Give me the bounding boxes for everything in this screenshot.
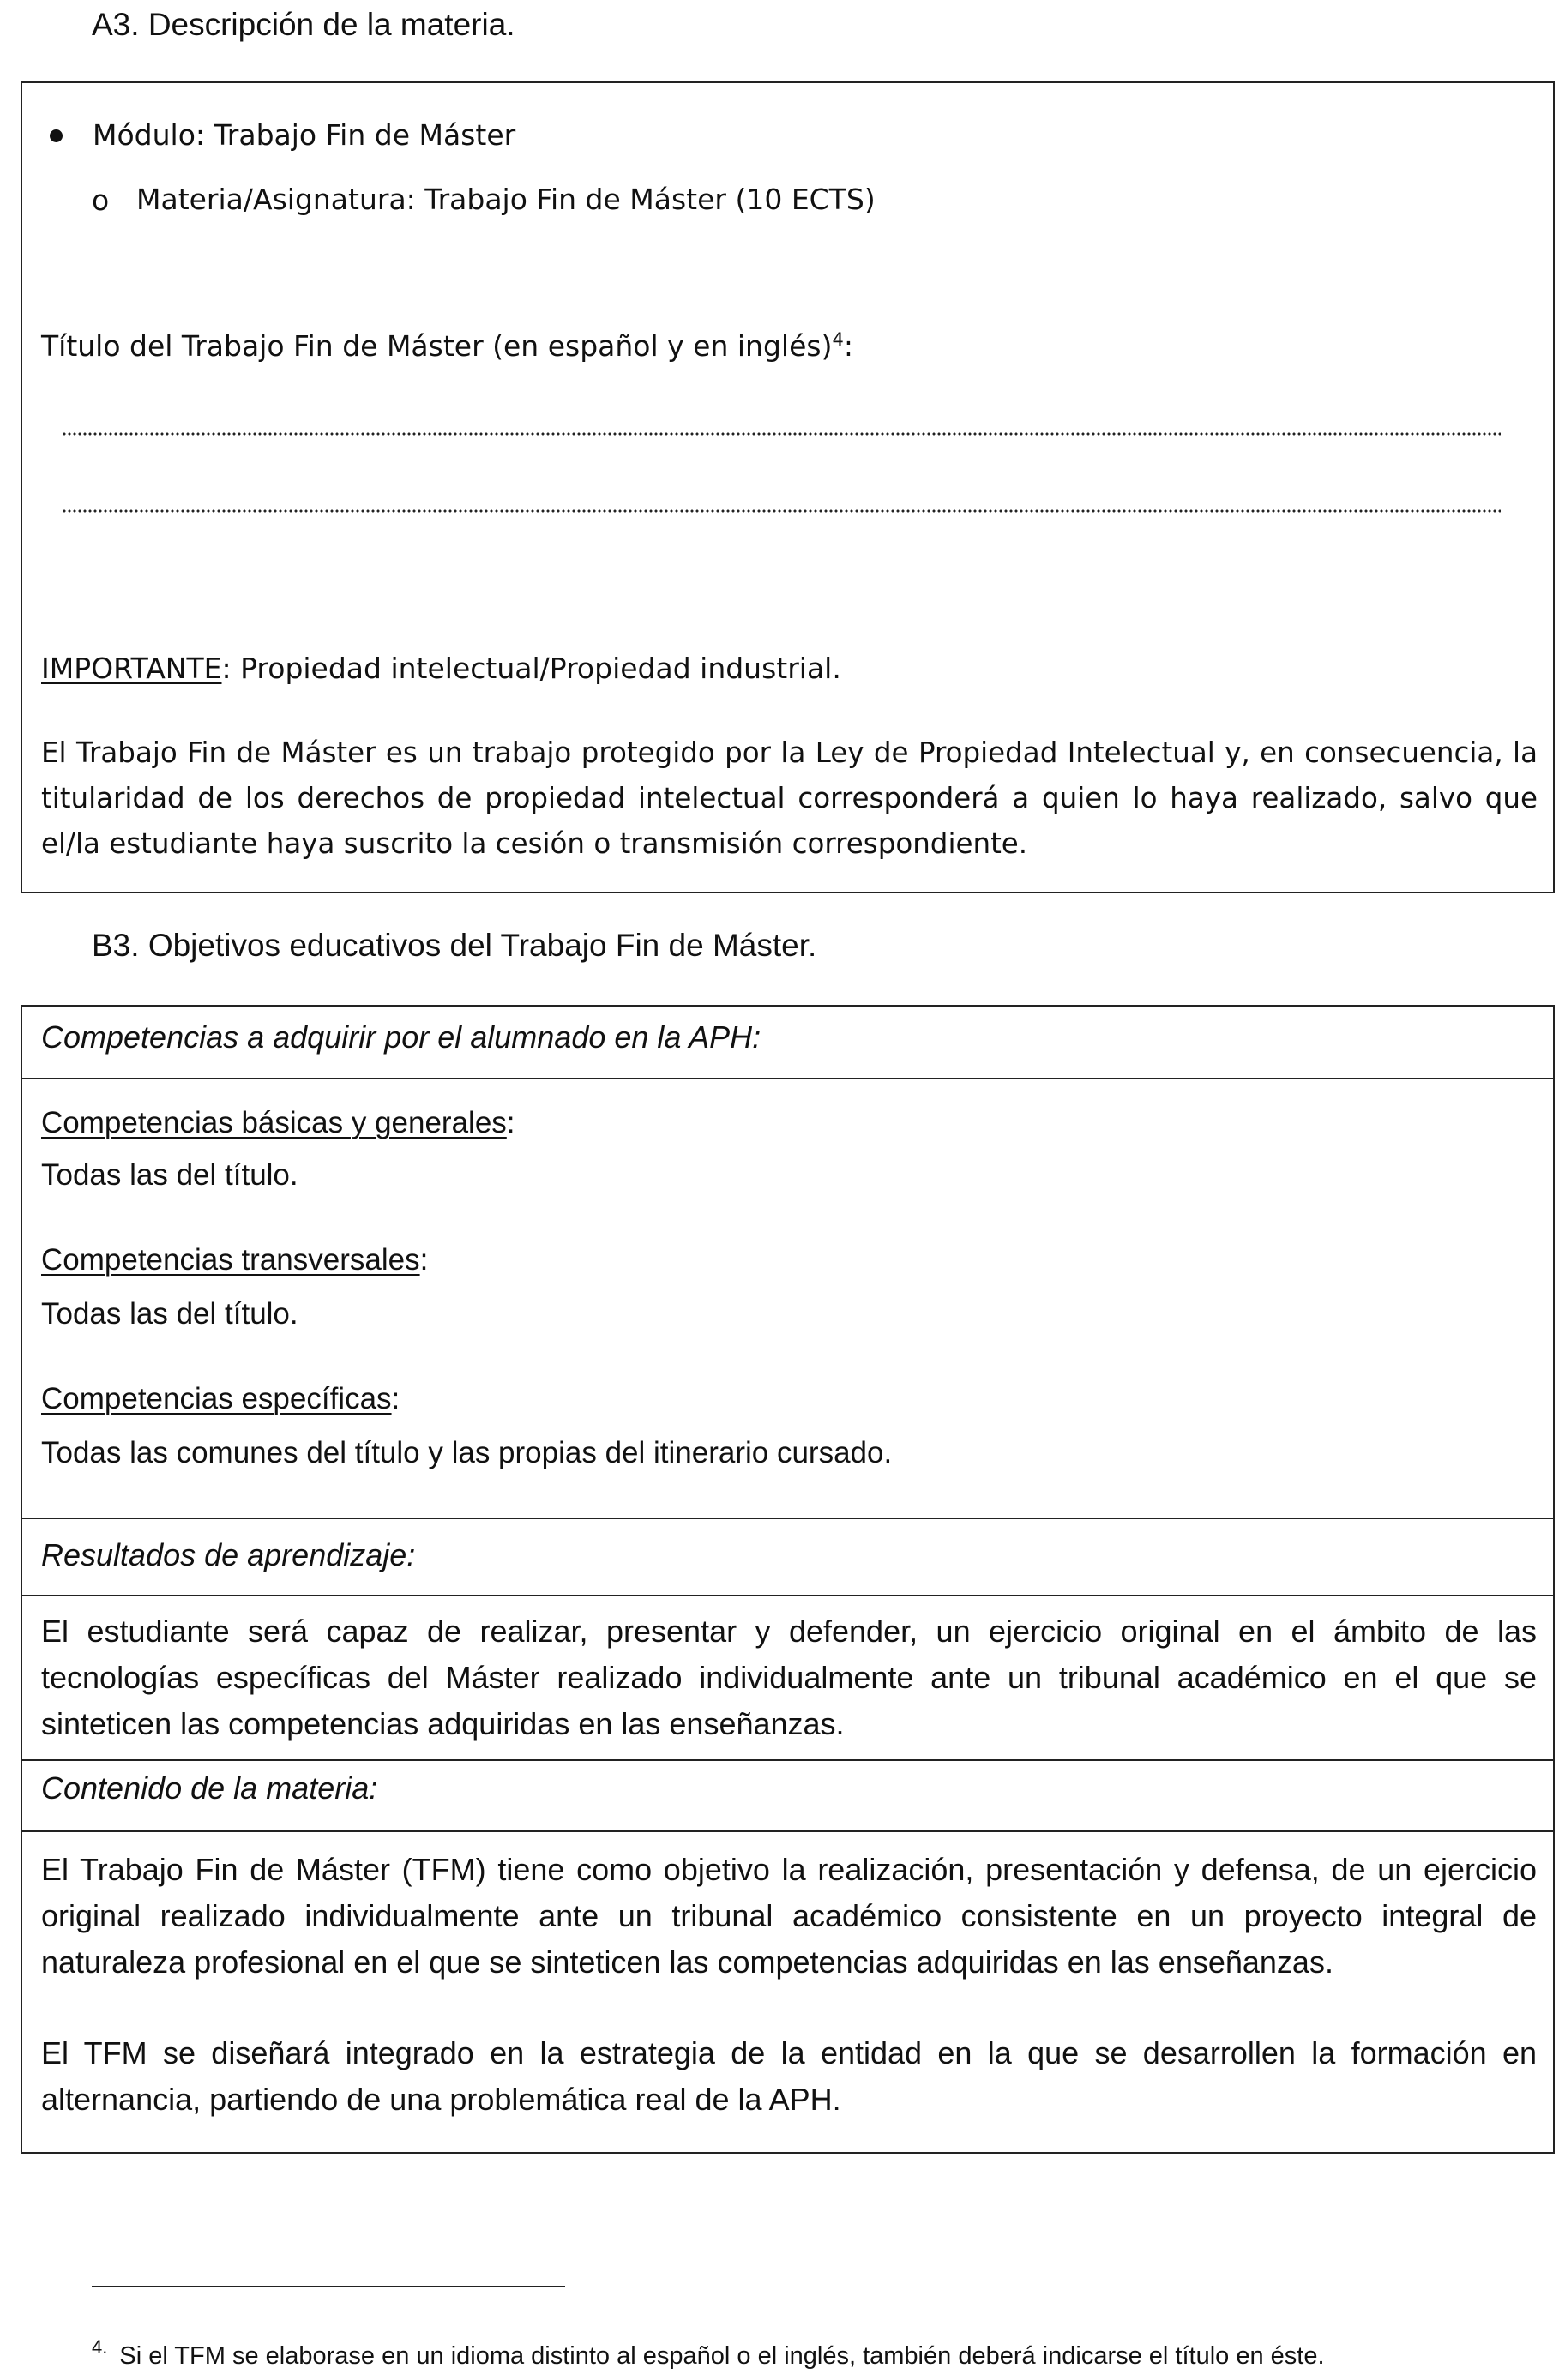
footnote-separator xyxy=(92,2286,565,2287)
subject-description-box xyxy=(21,81,1555,893)
title-blank-line-2 xyxy=(62,509,1501,513)
footnote xyxy=(92,2330,1325,2373)
basicas-value: Todas las del título. xyxy=(41,1158,298,1192)
resultados-header: Resultados de aprendizaje: xyxy=(41,1537,416,1572)
title-blank-line-1 xyxy=(62,432,1501,436)
important-notice: IMPORTANTE: Propiedad intelectual/Propiedad industrial. xyxy=(41,652,841,685)
transversales-label-line: Competencias transversales: xyxy=(41,1243,429,1277)
row-divider xyxy=(22,1759,1553,1761)
row-divider xyxy=(22,1078,1553,1079)
especificas-label-line: Competencias específicas: xyxy=(41,1382,400,1415)
footnote-text: Si el TFM se elaborase en un idioma distinto al español o el inglés, también deberá indicarse el título en éste. xyxy=(119,2342,1325,2370)
competencias-header: Competencias a adquirir por el alumnado en la APH: xyxy=(41,1019,761,1055)
bullet-circle-icon: o xyxy=(92,183,110,217)
important-label: IMPORTANTE xyxy=(41,652,222,685)
resultados-text: El estudiante será capaz de realizar, presentar y defender, un ejercicio original en el ámbito de las tecnologías específicas del Máster realizado individualmente ante un tribunal académico en el que se sinteticen las competencias adquiridas en las enseñanzas. xyxy=(41,1614,1537,1741)
row-divider xyxy=(22,1518,1553,1519)
subject-label: Materia/Asignatura: Trabajo Fin de Máster (10 ECTS) xyxy=(136,183,876,216)
row-divider xyxy=(22,1595,1553,1596)
section-heading-b3: B3. Objetivos educativos del Trabajo Fin de Máster. xyxy=(92,928,817,963)
contenido-paragraph-1: El Trabajo Fin de Máster (TFM) tiene como objetivo la realización, presentación y defensa, de un ejercicio original realizado individualmente ante un tribunal académico consistente en un proyecto integral de naturaleza profesional en el que se sinteticen las competencias adquiridas en las enseñanzas. xyxy=(41,1852,1537,1980)
module-label: Módulo: Trabajo Fin de Máster xyxy=(93,118,516,152)
contenido-paragraph-2: El TFM se diseñará integrado en la estrategia de la entidad en la que se desarrollen la formación en alternancia, partiendo de una problemática real de la APH. xyxy=(41,2035,1537,2117)
transversales-value: Todas las del título. xyxy=(41,1297,298,1331)
objectives-box xyxy=(21,1005,1555,2154)
footnote-number: 4. xyxy=(92,2336,108,2358)
bullet-dot-icon xyxy=(50,129,63,142)
ip-paragraph: El Trabajo Fin de Máster es un trabajo protegido por la Ley de Propiedad Intelectual y, en consecuencia, la titularidad de los derechos de propiedad intelectual corresponderá a quien lo haya realizado, salvo que el/la estudiante haya suscrito la cesión o transmisión correspondiente. xyxy=(41,736,1538,860)
title-prompt: Título del Trabajo Fin de Máster (en español y en inglés)$^4$: xyxy=(41,329,853,363)
section-heading-a3: A3. Descripción de la materia. xyxy=(92,7,515,42)
basicas-label-line: Competencias básicas y generales: xyxy=(41,1106,515,1139)
row-divider xyxy=(22,1830,1553,1832)
footnote-reference: 4 xyxy=(832,329,844,350)
contenido-header: Contenido de la materia: xyxy=(41,1770,378,1806)
especificas-value: Todas las comunes del título y las propias del itinerario cursado. xyxy=(41,1436,893,1469)
